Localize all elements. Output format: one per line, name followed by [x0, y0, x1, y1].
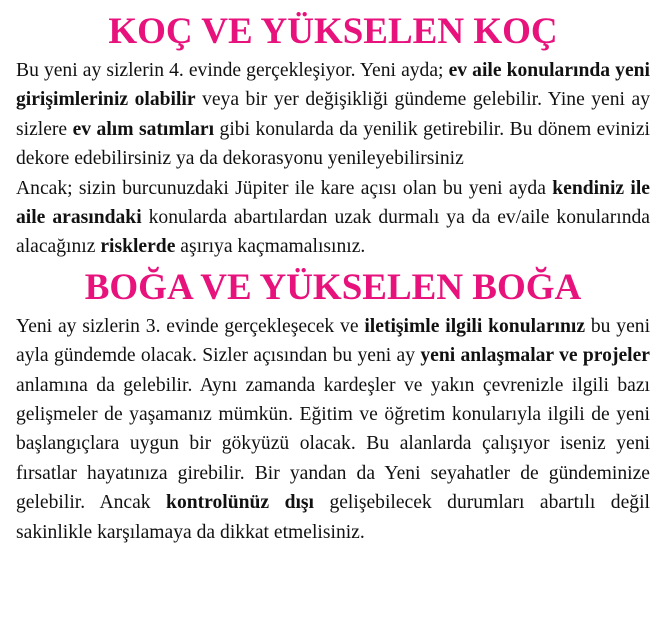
bold-segment: yeni anlaşmalar ve projeler: [420, 345, 651, 367]
text-segment: bu yeni ayla gündemde olacak. Sizler açısından bu yeni ay: [16, 315, 651, 367]
bold-segment: risklerde: [100, 236, 176, 258]
paragraph: [16, 312, 650, 547]
text-segment: konularda abartılardan uzak durmalı ya da ev/aile konularında alacağınız: [16, 207, 650, 258]
text-segment: aşırıya kaçmamalısınız.: [175, 236, 366, 258]
section-koc: [16, 8, 650, 262]
text-segment: gibi konularda da yenilik getirebilir. Bu dönem evinizi dekore edebilirsiniz ya da dekorasyonu yenileyebilirsiniz: [16, 118, 650, 170]
section-heading: KOÇ VE YÜKSELEN KOÇ: [108, 11, 558, 52]
section-heading: BOĞA VE YÜKSELEN BOĞA: [84, 266, 582, 308]
text-segment: Yeni ay sizlerin 3. evinde gerçekleşecek ve: [16, 315, 365, 337]
text-segment: Bu yeni ay sizlerin 4. evinde gerçekleşiyor. Yeni ayda;: [16, 60, 449, 81]
text-segment: Ancak; sizin burcunuzdaki Jüpiter ile kare açısı olan bu yeni ayda: [16, 177, 553, 199]
bold-segment: kendiniz ile aile arasındaki: [16, 177, 650, 229]
text-segment: gelişebilecek durumları abartılı değil sakinlikle karşılamaya da dikkat etmelisiniz.: [16, 492, 650, 543]
paragraph: [16, 174, 650, 262]
text-segment: veya bir yer değişikliği gündeme gelebilir. Yine yeni ay sizlere: [16, 89, 650, 140]
paragraph: [16, 56, 650, 174]
section-boga: [16, 264, 650, 547]
text-segment: anlamına da gelebilir. Aynı zamanda kardeşler ve yakın çevrenizle ilgili bazı gelişmeler de yaşamanız mümkün. Eğitim ve öğretim konularıyla ilgili de yeni başlangıçlara uygun bir gökyüzü olacak. Bu alanlarda çalışıyor iseniz yeni fırsatlar hayatınıza girebilir. Bir yandan da Yeni seyahatler de gündeminize gelebilir. Ancak: [16, 374, 650, 514]
bold-segment: ev alım satımları: [72, 118, 215, 140]
bold-segment: ev aile konularında yeni girişimleriniz olabilir: [16, 60, 650, 111]
bold-segment: kontrolünüz dışı: [166, 492, 314, 514]
bold-segment: iletişimle ilgili konularınız: [364, 315, 586, 337]
